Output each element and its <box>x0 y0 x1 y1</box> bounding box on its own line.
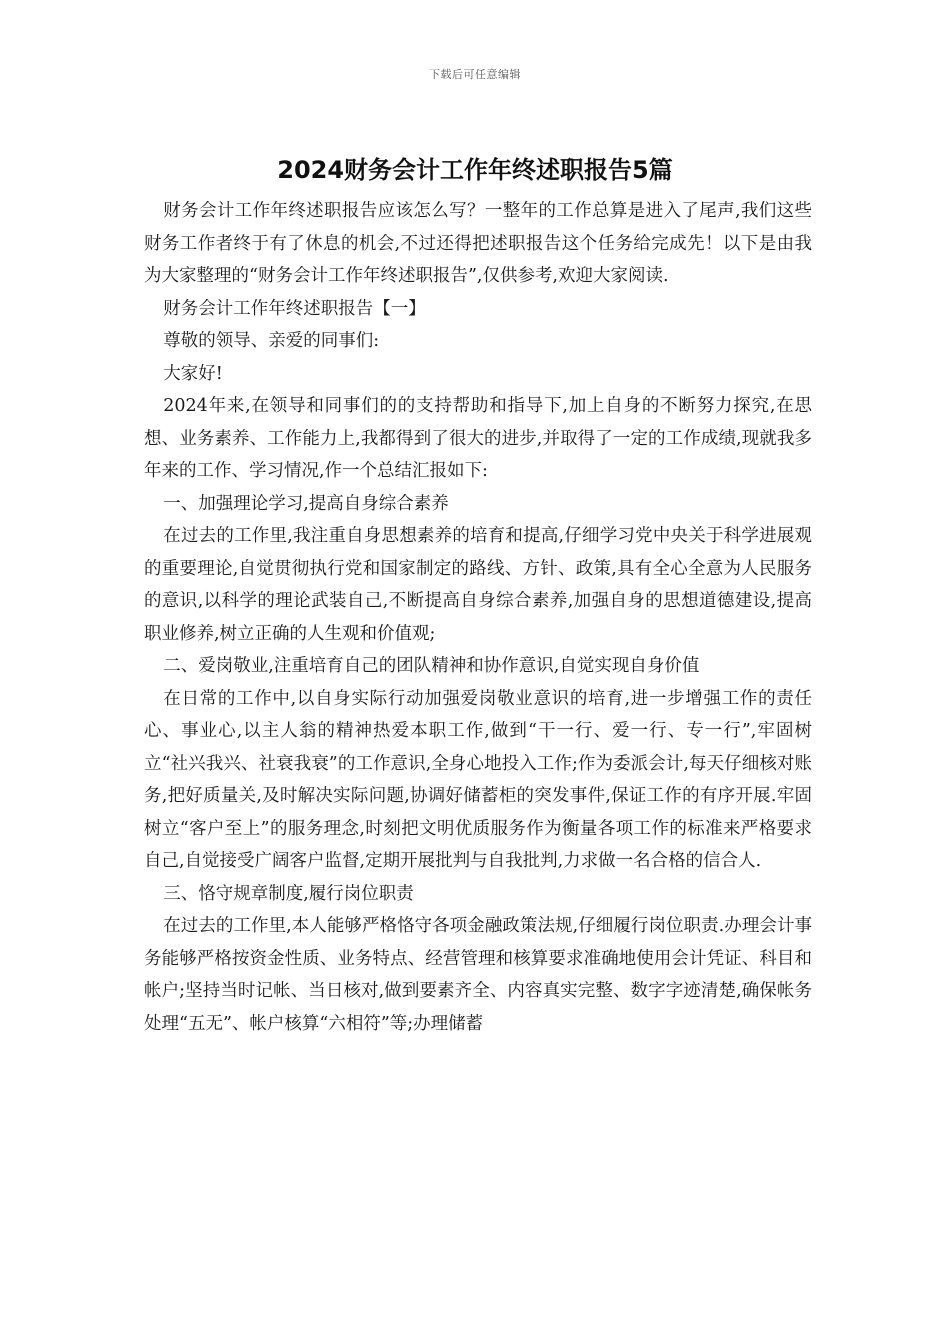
header-note: 下载后可任意编辑 <box>429 68 521 81</box>
paragraph: 在过去的工作里,我注重自身思想素养的培育和提高,仔细学习党中央关于科学进展观的重要理论,自觉贯彻执行党和国家制定的路线、方针、政策,具有全心全意为人民服务的意识,以科学的理论武装自己,不断提高自身综合素养,加强自身的思想道德建设,提高职业修养,树立正确的人生观和价值观; <box>144 526 812 644</box>
section-heading: 一、加强理论学习,提高自身综合素养 <box>163 493 449 514</box>
salutation: 尊敬的领导、亲爱的同事们: <box>163 331 380 351</box>
paragraph: 财务会计工作年终述职报告应该怎么写？一整年的工作总算是进入了尾声,我们这些财务工作者终于有了休息的机会,不过还得把述职报告这个任务给完成先！以下是由我为大家整理的“财务会计工作年终述职报告”,仅供参考,欢迎大家阅读. <box>144 201 812 286</box>
paragraph: 在过去的工作里,本人能够严格恪守各项金融政策法规,仔细履行岗位职责.办理会计事务能够严格按资金性质、业务特点、经营管理和核算要求准确地使用会计凭证、科目和帐户;坚持当时记帐、当日核对,做到要素齐全、内容真实完整、数字字迹清楚,确保帐务处理“五无”、帐户核算“六相符”等;办理储蓄 <box>144 916 812 1034</box>
section-heading: 财务会计工作年终述职报告【一】 <box>163 298 426 319</box>
paragraph: 在日常的工作中,以自身实际行动加强爱岗敬业意识的培育,进一步增强工作的责任心、事业心,以主人翁的精神热爱本职工作,做到“干一行、爱一行、专一行”,牢固树立“社兴我兴、社衰我衰”的工作意识,全身心地投入工作;作为委派会计,每天仔细核对账务,把好质量关,及时解决实际问题,协调好储蓄柜的突发事件,保证工作的有序开展.牢固树立“客户至上”的服务理念,时刻把文明优质服务作为衡量各项工作的标准来严格要求自己,自觉接受广阔客户监督,定期开展批判与自我批判,力求做一名合格的信合人. <box>144 688 812 871</box>
document-title: 2024财务会计工作年终述职报告5篇 <box>277 156 673 184</box>
section-heading: 三、恪守规章制度,履行岗位职责 <box>163 883 414 904</box>
document-body <box>144 195 812 1040</box>
section-heading: 二、爱岗敬业,注重培育自己的团队精神和协作意识,自觉实现自身价值 <box>163 656 700 676</box>
greeting: 大家好! <box>163 363 223 384</box>
paragraph: 2024年来,在领导和同事们的的支持帮助和指导下,加上自身的不断努力探究,在思想、业务素养、工作能力上,我都得到了很大的进步,并取得了一定的工作成绩,现就我多年来的工作、学习情况,作一个总结汇报如下: <box>144 396 812 481</box>
